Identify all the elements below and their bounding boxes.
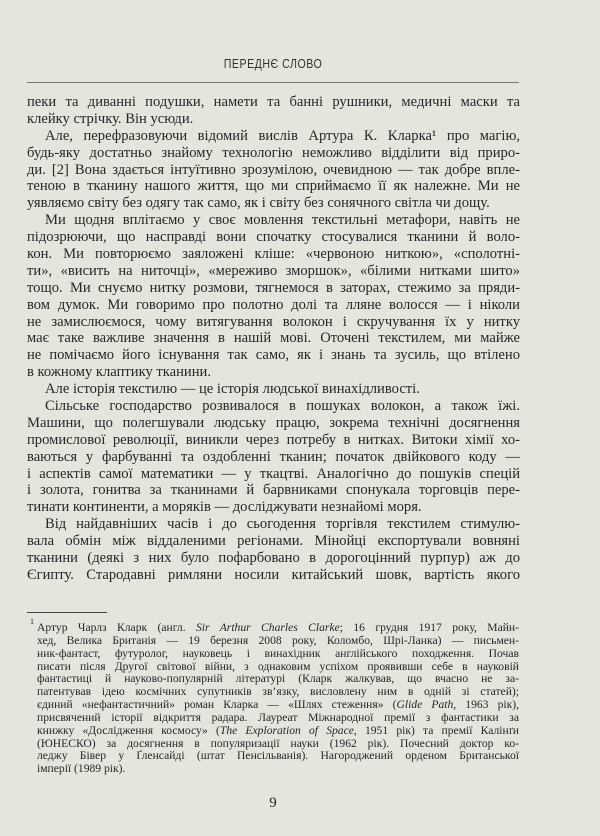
paragraph	[27, 381, 520, 398]
footnote-text: імперії (1989 рік).	[37, 762, 126, 776]
text-line: не помічаємо його існування так само, як і знань та зусиль, що втілено	[27, 347, 520, 364]
text-line: і золота, гонитва за тканинами й барвниками спонукала торговців пере-	[27, 482, 520, 499]
footnote-text: (ЮНЕСКО) за досягнення в популяризації науки (1962 рік). Почесний доктор ко-	[37, 736, 519, 750]
footnote-marker: 1	[30, 617, 34, 626]
italic-title: The Exploration of Space	[219, 723, 354, 737]
text-line: тощо. Ми снуємо нитку розмови, тягнемося в заторах, стежимо за пряди-	[27, 279, 520, 296]
text-line: має таке важливе значення в нашій мові. Оточені текстилем, ми майже	[27, 330, 520, 347]
paragraph	[27, 516, 520, 584]
text-line: уявляємо світу без одягу так само, як і світу без сонячного світла чи дощу.	[27, 195, 490, 212]
paragraph	[27, 398, 520, 516]
text-line: тканини (деякі з них було пофарбовано в дорогоцінний пурпур) аж до	[27, 550, 520, 567]
text-line: Але історія текстилю — це історія людської винахідливості.	[45, 381, 420, 398]
footnote-text: Артур Чарлз Кларк (англ.	[37, 621, 196, 634]
text-line: і аспектів самої математики — у ткацтві. Аналогічно до пошуків спецій	[27, 465, 520, 482]
main-text	[27, 94, 520, 584]
text-line: в кожному клаптику тканини.	[27, 364, 212, 381]
text-line: вом думок. Ми говоримо про полотно долі та лляне волосся — і ніколи	[27, 296, 520, 313]
footnote-text: присвячений історії відкриття радара. Лауреат Міжнародної премії з фантастики за	[37, 710, 519, 724]
text-line: ти», «висить на ниточці», «мереживо зморшок», «білими нитками шито»	[27, 262, 520, 279]
text-line: Сільське господарство розвивалося в пошуках волокон, а також їжі.	[45, 398, 520, 415]
footnote-text: ; 16 грудня 1917 року, Майн-	[339, 621, 519, 634]
text-line: промислової революції, виникли через потребу в нитках. Витоки хімії хо-	[27, 431, 520, 448]
text-line: ди. [2] Вона здається інтуїтивно зрозумілою, очевидною — так добре впле-	[27, 161, 520, 178]
footnote-text: єдиний «нефантастичний» роман Кларка — «Шлях стеження» (	[37, 698, 397, 712]
text-line: вала обмін між віддаленими регіонами. Мінойці експортували вовняні	[27, 533, 520, 550]
text-line: кон. Ми повторюємо заяложені кліше: «червоною ниткою», «сполотні-	[27, 246, 520, 263]
running-header: ПЕРЕДНЄ СЛОВО	[223, 57, 323, 71]
footnote-text: писати після Другої світової війни, з однаковим успіхом проявивши себе в науковій	[37, 659, 519, 673]
text-line: Ми щодня вплітаємо у своє мовлення текстильні метафори, навіть не	[45, 212, 520, 229]
paragraph	[27, 94, 520, 128]
footnote-text: леджу Бівер у Ґленсайді (штат Пенсільванія). Нагороджений орденом Британської	[37, 749, 519, 763]
text-line: Від найдавніших часів і до сьогодення торгівля текстилем стимулю-	[45, 516, 520, 533]
paragraph	[27, 212, 520, 381]
italic-title: Glide Path	[396, 698, 454, 712]
paragraph	[27, 128, 520, 212]
footnote-text: ник-фантаст, футуролог, науковець і винахідник англійського походження. Почав	[37, 646, 519, 660]
footnote-text: фантастиці й науково-популярній літературі (Кларк жалкував, що вчасно не за-	[37, 672, 519, 686]
text-line: ваються у фарбуванні та оздобленні тканин; початок двійкового коду —	[27, 448, 520, 465]
text-line: тинати континенти, а моряків — досліджувати незнайомі моря.	[27, 499, 422, 516]
text-line: Єгипту. Стародавні римляни носили китайський шовк, вартість якого	[27, 566, 520, 583]
text-line: не замислюємося, чому витягування волокон і скручування їх у нитку	[27, 313, 520, 330]
footnote-rule	[27, 612, 107, 613]
text-line: клейку стрічку. Він усюди.	[27, 110, 194, 127]
text-line: підозрюючи, що насправді вони спочатку стосувалися тканини й воло-	[27, 229, 520, 246]
header-rule	[27, 82, 519, 83]
footnote-text: , 1963 рік),	[453, 698, 519, 712]
text-line: Але, перефразовуючи відомий вислів Артура К. Кларка¹ про магію,	[45, 127, 520, 144]
footnote-text: хед, Велика Британія — 19 березня 2008 року, Коломбо, Шрі-Ланка) — письмен-	[37, 633, 519, 647]
italic-title: Sir Arthur Charles Clarke	[196, 621, 340, 634]
text-line: теною в тканину нашого життя, що ми сприймаємо її як належне. Ми не	[27, 178, 520, 195]
footnote-text: патентував ідею космічних супутників зв’язку, висловлену ним в одній зі статей);	[37, 685, 519, 699]
text-line: пеки та диванні подушки, намети та банні рушники, медичні маски та	[27, 94, 520, 110]
footnote-text: , 1951 рік) та премії Калінґи	[353, 723, 519, 737]
footnote-text: книжку «Дослідження космосу» (	[37, 723, 220, 737]
text-line: будь-яку достатньо знайому технологію неможливо відділити від приро-	[27, 144, 520, 161]
footnote	[37, 622, 519, 776]
page-number: 9	[269, 795, 277, 811]
footnote-line	[37, 763, 519, 776]
text-line: Машини, що полегшували людську працю, зокрема технічні досягнення	[27, 414, 520, 431]
